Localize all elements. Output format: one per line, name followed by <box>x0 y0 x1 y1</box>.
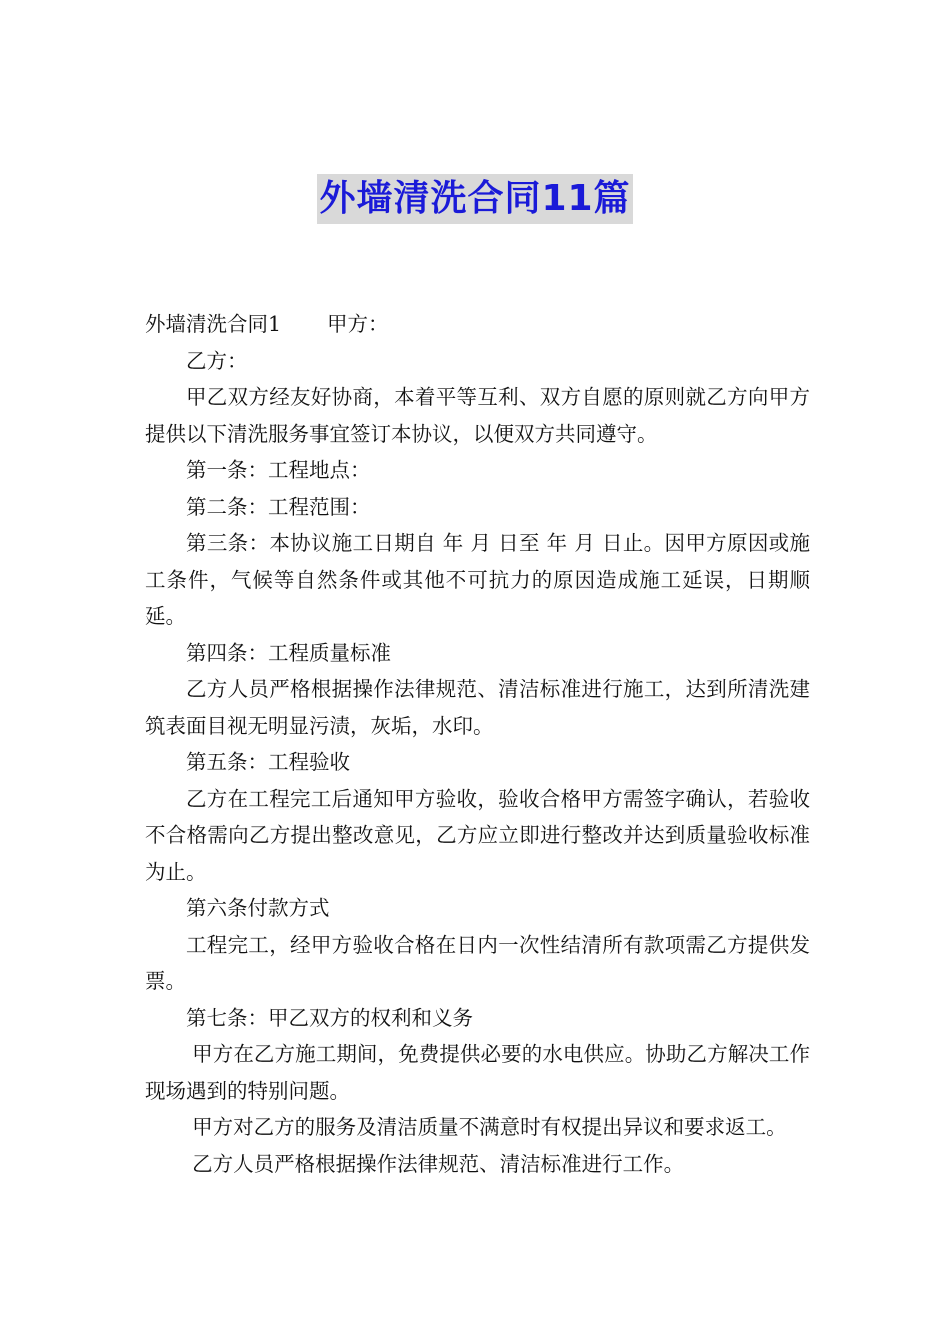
paragraph-article-4: 第四条：工程质量标准 <box>186 640 391 665</box>
party-a-label: 甲方： <box>327 312 389 336</box>
paragraph-article-2: 第二条：工程范围： <box>186 494 371 519</box>
paragraph-intro: 甲乙双方经友好协商，本着平等互利、双方自愿的原则就乙方向甲方提供以下清洗服务事宜签订本协议，以便双方共同遵守。 <box>145 385 810 446</box>
paragraph-article-7: 第七条：甲乙双方的权利和义务 <box>186 1005 473 1030</box>
paragraph-rights-1: 甲方在乙方施工期间，免费提供必要的水电供应。协助乙方解决工作现场遇到的特别问题。 <box>145 1042 810 1103</box>
paragraph-payment: 工程完工，经甲方验收合格在日内一次性结清所有款项需乙方提供发票。 <box>145 932 810 993</box>
paragraph-rights-3: 乙方人员严格根据操作法律规范、清洁标准进行工作。 <box>192 1151 685 1176</box>
document-title: 外墙清洗合同11篇 <box>317 174 632 224</box>
paragraph-article-5: 第五条：工程验收 <box>186 750 350 774</box>
paragraph-article-6: 第六条付款方式 <box>186 896 330 920</box>
document-body <box>145 306 810 1182</box>
paragraph-article-3: 第三条：本协议施工日期自 年 月 日至 年 月 日止。因甲方原因或施工条件，气候等自然条件或其他不可抗力的原因造成施工延误，日期顺延。 <box>145 531 810 628</box>
paragraph-article-1: 第一条：工程地点： <box>186 458 371 482</box>
paragraph-acceptance: 乙方在工程完工后通知甲方验收，验收合格甲方需签字确认，若验收不合格需向乙方提出整改意见，乙方应立即进行整改并达到质量验收标准为止。 <box>145 786 810 884</box>
paragraph-rights-2: 甲方对乙方的服务及清洁质量不满意时有权提出异议和要求返工。 <box>192 1115 787 1139</box>
paragraph-quality: 乙方人员严格根据操作法律规范、清洁标准进行施工，达到所清洗建筑表面目视无明显污渍，灰垢，水印。 <box>145 677 810 738</box>
contract-heading-line <box>145 306 810 343</box>
contract-heading: 外墙清洗合同1 <box>145 312 282 336</box>
paragraph-party-b: 乙方： <box>186 348 248 373</box>
title-container <box>0 174 950 224</box>
